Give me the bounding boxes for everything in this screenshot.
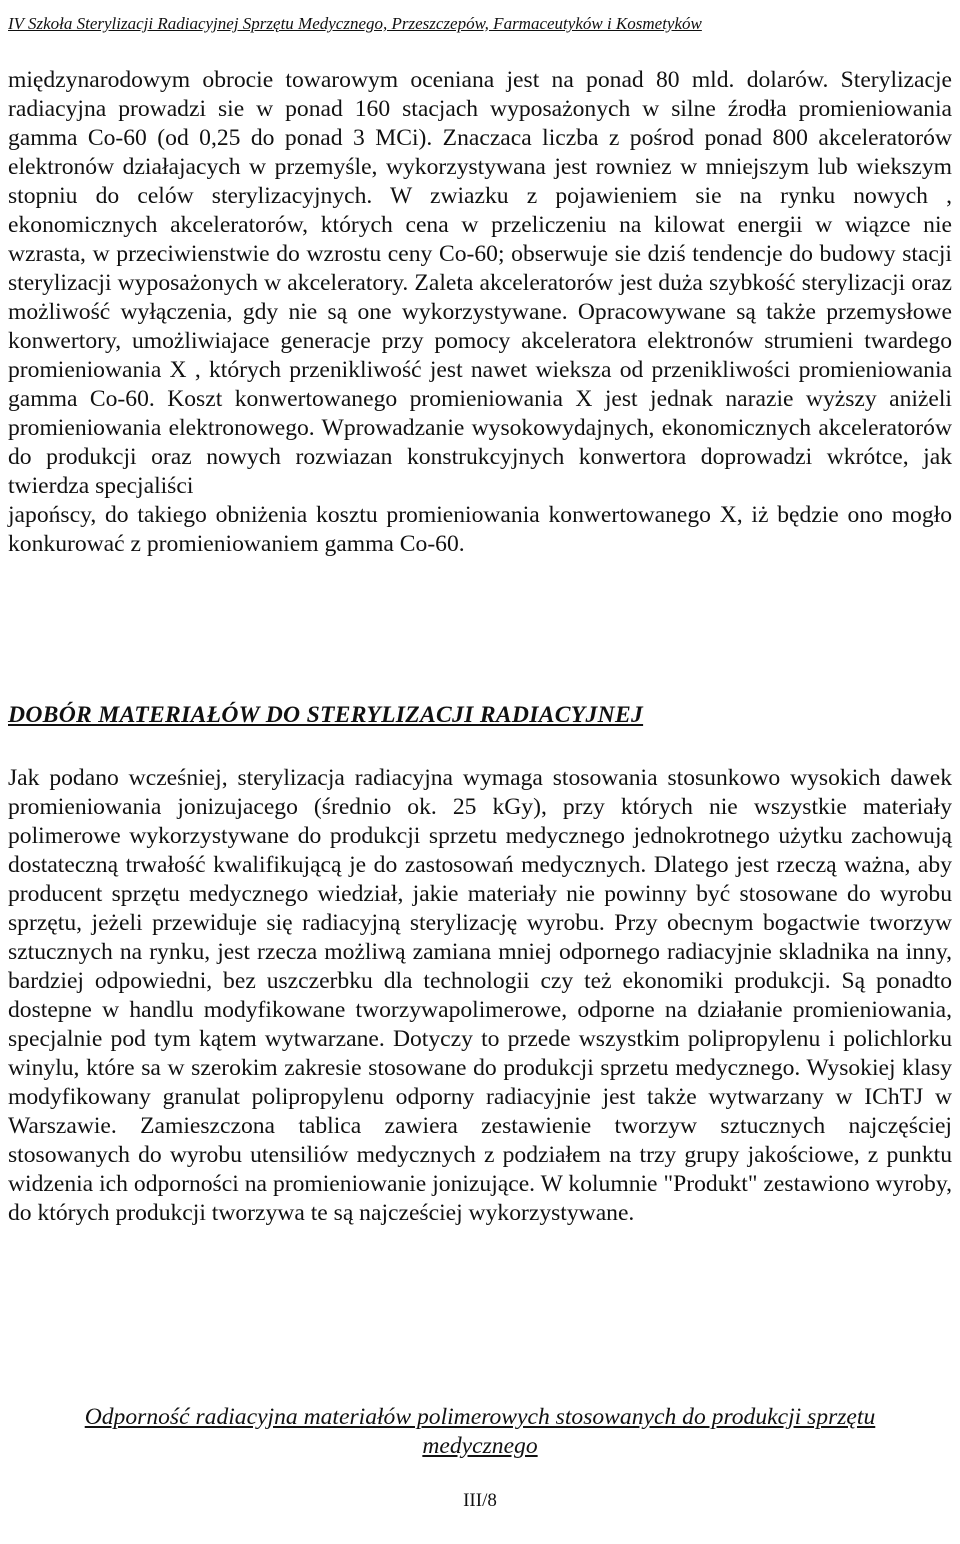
page-number: III/8 bbox=[463, 1490, 497, 1511]
running-header: IV Szkoła Sterylizacji Radiacyjnej Sprzętu Medycznego, Przeszczepów, Farmaceutyków i Kosmetyków bbox=[8, 14, 702, 33]
section-materials-text bbox=[8, 764, 952, 1228]
section-heading: DOBÓR MATERIAŁÓW DO STERYLIZACJI RADIACYJNEJ bbox=[8, 702, 644, 728]
table-caption: Odporność radiacyjna materiałów polimerowych stosowanych do produkcji sprzętu medycznego bbox=[84, 1404, 876, 1459]
paragraph-intro-2: japońscy, do takiego obniżenia kosztu promieniowania konwertowanego X, iż będzie ono mogło konkurować z promieniowaniem gamma Co-60. bbox=[8, 502, 952, 557]
paragraph-intro-1: międzynarodowym obrocie towarowym oceniana jest na ponad 80 mld. dolarów. Sterylizacje radiacyjna prowadzi sie w ponad 160 stacjach wyposażonych w silne źrodła promieniowania gamma Co-60 (od 0,25 do ponad 3 MCi). Znaczaca liczba z pośrod ponad 800 akceleratorów elektronów działajacych w przemyśle, wykorzystywana jest rowniez w mniejszym lub wiekszym stopniu do celów sterylizacyjnych. W zwiazku z pojawieniem sie na rynku nowych , ekonomicznych akceleratorów, których cena w przeliczeniu na kilowat energii w wiązce nie wzrasta, w przeciwienstwie do wzrostu ceny Co-60; obserwuje sie dziś tendencje do budowy stacji sterylizacji wyposażonych w akceleratory. Zaleta akceleratorów jest duża szybkość sterylizacji oraz możliwość wyłączenia, gdy nie są one wykorzystywane. Opracowywane są także przemysłowe konwertory, umożliwiajace generacje przy pomocy akceleratora elektronów strumieni twardego promieniowania X , których przenikliwość jest nawet wieksza od przenikliwości promieniowania gamma Co-60. Koszt konwertowanego promieniowania X jest jednak narazie wyższy aniżeli promieniowania elektronowego. Wprowadzanie wysokowydajnych, ekonomicznych akceleratorów do produkcji oraz nowych rozwiazan konstrukcyjnych konwertora doprowadzi wkrótce, jak twierdza specjaliści bbox=[8, 67, 952, 499]
section-intro-text bbox=[8, 66, 952, 559]
paragraph-materials: Jak podano wcześniej, sterylizacja radiacyjna wymaga stosowania stosunkowo wysokich dawek promieniowania jonizujacego (średnio ok. 25 kGy), przy których nie wszystkie materiały polimerowe wykorzystywane do produkcji sprzetu medycznego jednokrotnego użytku zachowują dostateczną trwałość kwalifikującą je do zastosowań medycznych. Dlatego jest rzeczą ważna, aby producent sprzętu medycznego wiedział, jakie materiały nie powinny być stosowane do wyrobu sprzętu, jeżeli przewiduje się radiacyjną sterylizację wyrobu. Przy obecnym bogactwie tworzyw sztucznych na rynku, jest rzecza możliwą zamiana mniej odpornego radiacyjnie skladnika na inny, bardziej odpowiedni, bez uszczerbku dla technologii czy też ekonomiki produkcji. Są ponadto dostepne w handlu modyfikowane tworzywapolimerowe, odporne na działanie promieniowania, specjalnie pod tym kątem wytwarzane. Dotyczy to przede wszystkim polipropylenu i polichlorku winylu, które sa w szerokim zakresie stosowane do produkcji sprzetu medycznego. Wysokiej klasy modyfikowany granulat polipropylenu odporny radiacyjnie jest także wytwarzany w IChTJ w Warszawie. Zamieszczona tablica zawiera zestawienie tworzyw sztucznych najczęściej stosowanych do wyrobu utensiliów medycznych z podziałem na trzy grupy jakościowe, z punktu widzenia ich odporności na promieniowanie jonizujące. W kolumnie "Produkt" zestawiono wyroby, do których produkcji tworzywa te są najcześciej wykorzystywane. bbox=[8, 765, 952, 1226]
